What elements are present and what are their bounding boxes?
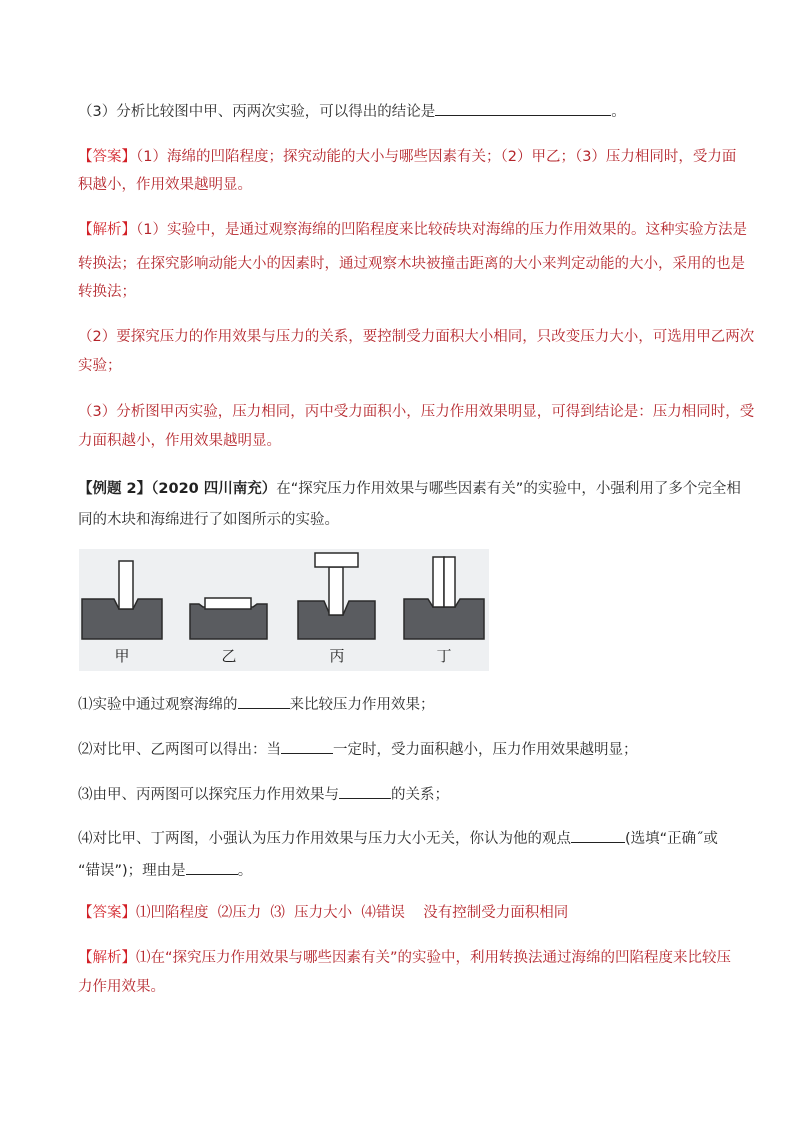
question-1 (78, 694, 728, 715)
analysis-1-p2-line-2: 实验； (78, 358, 122, 374)
answer-1-line-2: 积越小，作用效果越明显。 (78, 177, 252, 193)
question-4-text-d: 。 (237, 863, 253, 879)
analysis-2-line-1 (78, 948, 732, 968)
setup-bing (298, 553, 375, 639)
question-3-text: （3）分析比较图中甲、丙两次实验，可以得出的结论是 (78, 104, 436, 120)
analysis-1-p1-line-1 (78, 220, 747, 240)
figure-label-jia: 甲 (114, 647, 130, 665)
question-4-text-c: “错误”)；理由是 (78, 863, 186, 879)
answer-2-text: ⑴凹陷程度 ⑵压力 ⑶ 压力大小 ⑷错误 没有控制受力面积相同 (136, 905, 569, 921)
setup-ding (404, 557, 484, 639)
figure-label-bing: 丙 (329, 647, 345, 665)
analysis-2-line-2: 力作用效果。 (78, 979, 165, 995)
setup-jia (82, 561, 162, 639)
analysis-1-p3-line-2: 力面积越小，作用效果越明显。 (78, 433, 281, 449)
analysis-tag: 【解析】 (78, 222, 136, 238)
question-4-blank-1 (571, 828, 625, 843)
answer-tag: 【答案】 (78, 149, 136, 165)
example-tag: 【例题 2】 (78, 481, 152, 497)
analysis-1-p2-line-1: （2）要探究压力的作用效果与压力的关系，要控制受力面积大小相同，只改变压力大小，可选用甲乙两次 (78, 329, 755, 345)
experiment-figure (79, 549, 489, 671)
question-4-blank-2 (186, 860, 238, 875)
analysis-1-p3-line-1: （3）分析图甲丙实验，压力相同，丙中受力面积小，压力作用效果明显，可得到结论是：压力相同时，受 (78, 404, 755, 420)
question-3b-blank (339, 784, 391, 799)
question-3-end: 。 (611, 104, 626, 120)
question-2 (78, 739, 728, 760)
analysis-1-p1-line-3: 转换法； (78, 284, 136, 300)
question-3b-text-a: ⑶由甲、丙两图可以探究压力作用效果与 (78, 787, 339, 803)
analysis-2-text: ⑴在“探究压力作用效果与哪些因素有关”的实验中，利用转换法通过海绵的凹陷程度来比较压 (136, 950, 732, 966)
answer-1-line-1 (78, 147, 737, 167)
figure-label-yi: 乙 (221, 647, 237, 665)
example-2-line-1 (78, 479, 741, 499)
question-1-text-a: ⑴实验中通过观察海绵的 (78, 697, 238, 713)
example-2-text: 在“探究压力作用效果与哪些因素有关”的实验中，小强利用了多个完全相 (276, 481, 741, 497)
question-4-line-2 (78, 860, 728, 881)
answer-1-text-1: （1）海绵的凹陷程度；探究动能的大小与哪些因素有关；（2）甲乙；（3）压力相同时，受力面 (136, 149, 737, 165)
example-source: （2020 四川南充） (151, 481, 277, 497)
question-4-text-a: ⑷对比甲、丁两图，小强认为压力作用效果与压力大小无关，你认为他的观点 (78, 831, 571, 847)
answer-2-line (78, 903, 728, 923)
analysis-1-text: （1）实验中，是通过观察海绵的凹陷程度来比较砖块对海绵的压力作用效果的。这种实验方法是 (136, 222, 747, 238)
question-2-blank (281, 739, 333, 754)
analysis-1-p1-line-2: 转换法；在探究影响动能大小的因素时，通过观察木块被撞击距离的大小来判定动能的大小，采用的也是 (78, 256, 745, 272)
analysis-2-tag: 【解析】 (78, 950, 136, 966)
setup-yi (190, 598, 267, 639)
example-2-line-2: 同的木块和海绵进行了如图所示的实验。 (78, 512, 339, 528)
question-2-text-b: 一定时，受力面积越小，压力作用效果越明显； (333, 742, 638, 758)
question-1-text-b: 来比较压力作用效果； (289, 697, 435, 713)
question-3 (78, 784, 728, 805)
question-4-line-1 (78, 828, 728, 849)
question-2-text-a: ⑵对比甲、乙两图可以得出：当 (78, 742, 281, 758)
figure-label-ding: 丁 (436, 647, 452, 665)
question-3-line (78, 101, 728, 122)
question-1-blank (238, 694, 290, 709)
question-4-text-b: (选填“正确˝或 (625, 831, 718, 847)
answer-2-tag: 【答案】 (78, 905, 136, 921)
question-3b-text-b: 的关系； (391, 787, 449, 803)
answer-blank (435, 101, 611, 116)
